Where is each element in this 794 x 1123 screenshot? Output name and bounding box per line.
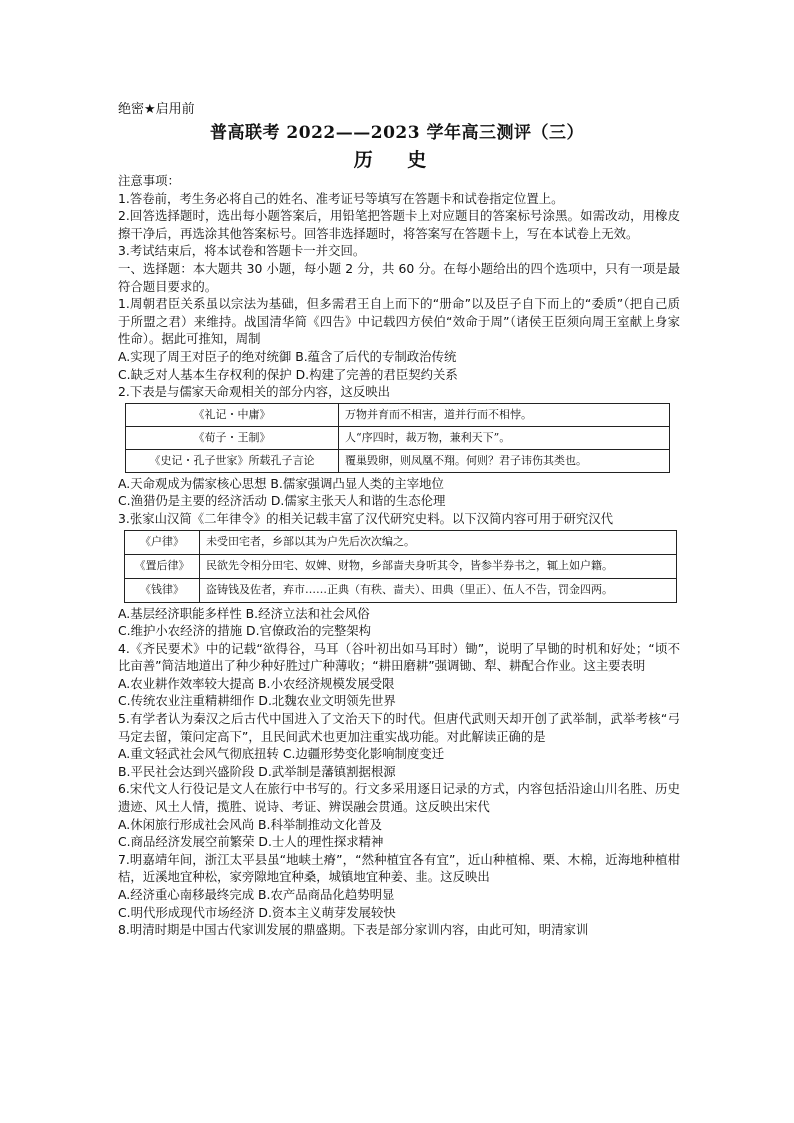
question-5-options-cd: B.平民社会达到兴盛阶段 D.武举制是藩镇割据根源 xyxy=(118,763,396,779)
question-1-options-ab: A.实现了周王对臣子的绝对统御 B.蕴含了后代的专制政治传统 xyxy=(118,348,457,364)
note-item: 2.回答选择题时，选出每小题答案后，用铅笔把答题卡上对应题目的答案标号涂黑。如需改动，用橡皮擦干净后，再选涂其他答案标号。回答非选择题时，将答案写在答题卡上，写在本试卷上无效。 xyxy=(118,208,680,241)
question-2-stem: 2.下表是与儒家天命观相关的部分内容，这反映出 xyxy=(118,384,391,400)
question-8-stem: 8.明清时期是中国古代家训发展的鼎盛期。下表是部分家训内容，由此可知，明清家训 xyxy=(118,922,589,938)
question-6-options-ab: A.休闲旅行形成社会风尚 B.科举制推动文化普及 xyxy=(118,816,382,832)
question-3-table xyxy=(124,530,677,603)
question-3-options-cd: C.维护小农经济的措施 D.官僚政治的完整架构 xyxy=(118,623,372,639)
table-row xyxy=(125,530,677,554)
table-row xyxy=(126,403,670,426)
question-4-stem: 4.《齐民要术》中的记载“欲得谷，马耳（谷叶初出如马耳时）锄”，说明了早锄的时机和好处；“顷不比亩善”简洁地道出了种少种好胜过广种薄收；“耕田磨耕”强调锄、犁、耕配合作业。这主要表明 xyxy=(118,640,680,674)
table-cell-text: 盗铸钱及佐者，弃市……正典（有秩、啬夫）、田典（里正）、伍人不告，罚金四两。 xyxy=(200,578,677,602)
table-cell-text: 民欲先令相分田宅、奴婢、财物，乡部啬夫身听其令，皆参半券书之，辄上如户籍。 xyxy=(200,554,677,578)
question-2-table xyxy=(125,403,670,473)
notes-heading: 注意事项： xyxy=(118,173,180,188)
table-cell-source: 《户律》 xyxy=(125,530,200,554)
table-row xyxy=(126,449,670,472)
question-7-stem: 7.明嘉靖年间，浙江太平县虽“地峡土瘠”，“然种植宜各有宜”，近山种植棉、栗、木棉，近海地种植柑桔，近溪地宜种松，家旁隙地宜种桑，城镇地宜种姜、韭。这反映出 xyxy=(118,851,680,885)
table-row xyxy=(125,578,677,602)
question-1-stem: 1.周朝君臣关系虽以宗法为基础，但多需君王自上而下的“册命”以及臣子自下而上的“委质”（把自己质于所盟之君）来维持。战国清华简《四告》中记载四方侯伯“效命于周”（诸侯王臣须向周王室献上身家性命）。据此可推知，周制 xyxy=(118,296,680,347)
exam-title: 普高联考 2022——2023 学年高三测评（三） xyxy=(210,123,584,143)
subject-title: 历 史 xyxy=(353,149,441,171)
question-7-options-cd: C.明代形成现代市场经济 D.资本主义萌芽发展较快 xyxy=(118,904,396,920)
question-2-options-cd: C.渔猎仍是主要的经济活动 D.儒家主张天人和谐的生态伦理 xyxy=(118,493,446,509)
table-row xyxy=(126,426,670,449)
table-cell-text: 未受田宅者，乡部以其为户先后次次编之。 xyxy=(200,530,677,554)
table-cell-source: 《礼记・中庸》 xyxy=(126,403,339,426)
table-row xyxy=(125,554,677,578)
question-5-options-ab: A.重文轻武社会风气彻底扭转 C.边疆形势变化影响制度变迁 xyxy=(118,746,445,762)
question-2-options-ab: A.天命观成为儒家核心思想 B.儒家强调凸显人类的主宰地位 xyxy=(118,475,444,491)
question-4-options-ab: A.农业耕作效率较大提高 B.小农经济规模发展受限 xyxy=(118,675,395,691)
secret-mark: 绝密★启用前 xyxy=(118,102,195,117)
section-intro: 一、选择题：本大题共 30 小题，每小题 2 分，共 60 分。在每小题给出的四个选项中，只有一项是最符合题目要求的。 xyxy=(118,260,680,294)
table-cell-source: 《钱律》 xyxy=(125,578,200,602)
note-item: 1.答卷前，考生务必将自己的姓名、准考证号等填写在答题卡和试卷指定位置上。 xyxy=(118,190,564,206)
question-6-options-cd: C.商品经济发展空前繁荣 D.士人的理性探求精神 xyxy=(118,834,384,850)
note-item: 3.考试结束后，将本试卷和答题卡一并交回。 xyxy=(118,243,366,259)
question-1-options-cd: C.缺乏对人基本生存权利的保护 D.构建了完善的君臣契约关系 xyxy=(118,366,458,382)
exam-body xyxy=(118,172,680,939)
table-cell-source: 《史记・孔子世家》所载孔子言论 xyxy=(126,449,339,472)
question-3-options-ab: A.基层经济职能多样性 B.经济立法和社会风俗 xyxy=(118,605,370,621)
table-cell-source: 《置后律》 xyxy=(125,554,200,578)
table-cell-source: 《荀子・王制》 xyxy=(126,426,339,449)
question-6-stem: 6.宋代文人行役记是文人在旅行中书写的。行文多采用逐日记录的方式，内容包括沿途山川名胜、历史遗迹、风土人情，揽胜、说诗、考证、辨误融会贯通。这反映出宋代 xyxy=(118,781,680,815)
question-7-options-ab: A.经济重心南移最终完成 B.农产品商品化趋势明显 xyxy=(118,887,395,902)
question-3-stem: 3.张家山汉简《二年律令》的相关记载丰富了汉代研究史料。以下汉简内容可用于研究汉代 xyxy=(118,510,614,526)
table-cell-text: 覆巢毁卵，则凤凰不翔。何则？君子讳伤其类也。 xyxy=(339,449,670,472)
table-cell-text: 万物并育而不相害，道并行而不相悖。 xyxy=(339,403,670,426)
question-4-options-cd: C.传统农业注重精耕细作 D.北魏农业文明领先世界 xyxy=(118,693,396,709)
table-cell-text: 人“序四时，裁万物，兼利天下”。 xyxy=(339,426,670,449)
question-5-stem: 5.有学者认为秦汉之后古代中国进入了文治天下的时代。但唐代武则天却开创了武举制，武举考核“弓马定去留，策问定高下”，且民间武术也更加注重实战功能。对此解读正确的是 xyxy=(118,711,680,744)
